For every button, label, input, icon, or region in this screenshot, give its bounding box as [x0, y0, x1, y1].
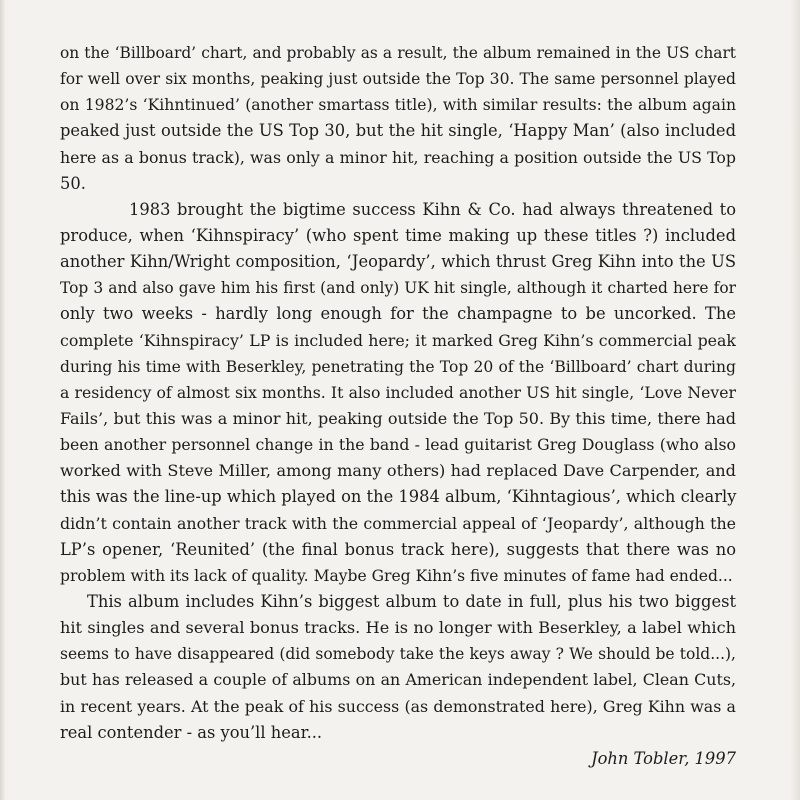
paragraph-2 — [60, 197, 736, 589]
text-line: seems to have disappeared (did somebody take the keys away ? We should be told...), — [60, 645, 736, 664]
text-line: 1983 brought the bigtime success Kihn & Co. had always threatened to — [129, 199, 736, 219]
text-line: 50. — [60, 173, 86, 193]
text-line: a residency of almost six months. It also included another US hit single, ‘Love Never — [60, 382, 736, 402]
text-line: complete ‘Kihnspiracy’ LP is included here; it marked Greg Kihn’s commercial peak — [60, 330, 736, 350]
text-line: produce, when ‘Kihnspiracy’ (who spent time making up these titles ?) included — [60, 225, 736, 245]
text-line: LP’s opener, ‘Reunited’ (the final bonus track here), suggests that there was no — [60, 539, 736, 559]
text-line: on 1982’s ‘Kihntinued’ (another smartass title), with similar results: the album again — [60, 96, 736, 115]
text-line: Top 3 and also gave him his first (and only) UK hit single, although it charted here for — [60, 279, 736, 298]
text-line: during his time with Beserkley, penetrating the Top 20 of the ‘Billboard’ chart during — [60, 357, 736, 376]
text-line: worked with Steve Miller, among many others) had replaced Dave Carpender, and — [60, 461, 736, 481]
scan-edge-left — [0, 0, 6, 800]
author-signature: John Tobler, 1997 — [591, 748, 736, 768]
text-line: for well over six months, peaking just outside the Top 30. The same personnel played — [60, 70, 736, 89]
text-line: here as a bonus track), was only a minor hit, reaching a position outside the US Top — [60, 147, 736, 167]
scan-edge-right — [790, 0, 800, 800]
text-line: but has released a couple of albums on an American independent label, Clean Cuts, — [60, 670, 736, 690]
text-line: Fails’, but this was a minor hit, peaking outside the Top 50. By this time, there had — [60, 408, 736, 428]
text-line: real contender - as you’ll hear... — [60, 722, 323, 742]
text-line: this was the line-up which played on the 1984 album, ‘Kihntagious’, which clearly — [60, 487, 737, 507]
text-line: This album includes Kihn’s biggest album to date in full, plus his two biggest — [87, 591, 736, 611]
text-line: didn’t contain another track with the commercial appeal of ‘Jeopardy’, although the — [60, 513, 736, 533]
paragraph-3 — [60, 589, 736, 746]
text-line: in recent years. At the peak of his success (as demonstrated here), Greg Kihn was a — [60, 696, 736, 716]
text-line: another Kihn/Wright composition, ‘Jeopardy’, which thrust Greg Kihn into the US — [60, 252, 736, 272]
text-line: on the ‘Billboard’ chart, and probably as a result, the album remained in the US chart — [60, 44, 736, 62]
text-line: only two weeks - hardly long enough for the champagne to be uncorked. The — [60, 304, 736, 324]
paragraph-1 — [60, 40, 736, 197]
liner-notes-page — [60, 40, 736, 772]
text-line: peaked just outside the US Top 30, but the hit single, ‘Happy Man’ (also included — [60, 121, 736, 141]
text-line: been another personnel change in the band - lead guitarist Greg Douglass (who also — [60, 435, 736, 455]
text-line: problem with its lack of quality. Maybe Greg Kihn’s five minutes of fame had ended... — [60, 566, 733, 585]
text-line: hit singles and several bonus tracks. He is no longer with Beserkley, a label which — [60, 618, 736, 638]
